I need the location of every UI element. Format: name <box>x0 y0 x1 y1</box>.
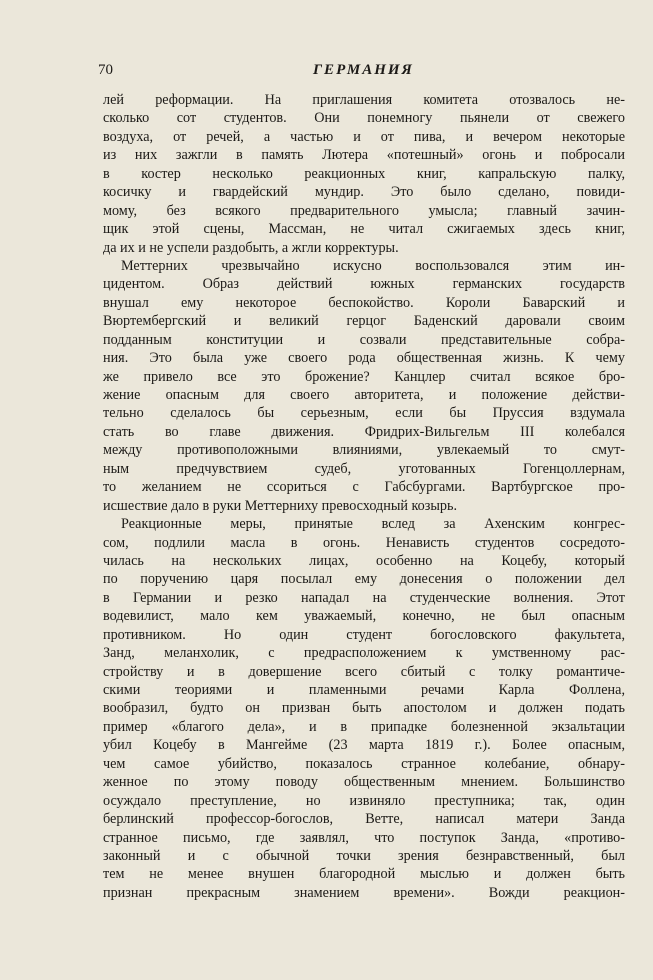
text-line: стройству и в довершение всего сбитый с толку романтиче- <box>103 663 625 680</box>
text-line: признан прекрасным знамением времени». Вожди реакцион- <box>103 884 625 901</box>
paragraph <box>103 91 625 257</box>
paragraph <box>103 515 625 902</box>
text-line: жение опасным для своего авторитета, и положение действи- <box>103 387 625 403</box>
text-line: тем не менее внушен благородной мыслью и должен быть <box>103 866 625 883</box>
text-line: чем самое убийство, показалось странное колебание, обнару- <box>103 755 625 772</box>
text-line: в костер несколько реакционных книг, капральскую палку, <box>103 165 625 182</box>
text-line: да их и не успели раздобыть, а жгли корректуры. <box>103 239 399 256</box>
text-line: чилась на нескольких лицах, особенно на Коцебу, который <box>103 552 625 569</box>
text-line: косичку и гвардейский мундир. Это было сделано, повиди- <box>103 184 625 201</box>
text-line: воздуха, от речей, а частью и от пива, и вечером некоторые <box>103 128 625 145</box>
text-line: же привело все это брожение? Канцлер считал всякое бро- <box>103 368 625 385</box>
text-line: ния. Это была уже своего рода общественная жизнь. К чему <box>103 350 625 367</box>
text-line: стать во главе движения. Фридрих-Вильгельм III колебался <box>103 423 625 440</box>
running-title: ГЕРМАНИЯ <box>313 62 414 78</box>
text-line: лей реформации. На приглашения комитета отозвалось не- <box>103 92 625 108</box>
text-line: внушал ему некоторое беспокойство. Короли Баварский и <box>103 294 625 311</box>
text-line: ным предчувствием судеб, уготованных Гогенцоллернам, <box>103 460 625 477</box>
text-line: водевилист, мало кем уважаемый, конечно, не был опасным <box>103 608 625 625</box>
text-line: женное по этому поводу общественным мнением. Большинство <box>103 774 625 791</box>
text-line: осуждало преступление, но извиняло преступника; так, один <box>103 792 625 809</box>
paragraph <box>103 257 625 515</box>
text-line: Вюртембергский и великий герцог Баденский даровали своим <box>103 313 625 330</box>
text-line: противником. Но один студент богословского факультета, <box>103 626 625 643</box>
page-header <box>98 62 624 84</box>
text-line: подданным конституции и созвали представительные собра- <box>103 331 625 348</box>
text-line: законный и с обычной точки зрения безнравственный, был <box>103 847 625 864</box>
text-line: вообразил, будто он призван быть апостолом и должен подать <box>103 700 625 717</box>
text-line: Занд, меланхолик, с предрасположением к умственному рас- <box>103 645 625 662</box>
text-line: пример «благого дела», и в припадке болезненной экзальтации <box>103 718 625 735</box>
text-line: в Германии и резко нападал на студенческие волнения. Этот <box>103 589 625 606</box>
text-line: берлинский профессор-богослов, Ветте, написал матери Занда <box>103 811 625 828</box>
text-line: скими теориями и пламенными речами Карла Фоллена, <box>103 682 625 698</box>
page-number: 70 <box>98 62 113 78</box>
text-line: тельно сделалось бы серьезным, если бы Пруссия вздумала <box>103 405 625 422</box>
text-line: щик этой сцены, Массман, не читал сжигаемых здесь книг, <box>103 221 625 238</box>
body-text <box>103 91 625 902</box>
text-line: мому, без всякого предварительного умысла; главный зачин- <box>103 202 625 219</box>
text-line: странное письмо, где заявлял, что поступок Занда, «противо- <box>103 829 625 846</box>
text-line: Реакционные меры, принятые вслед за Ахенским конгрес- <box>121 516 625 533</box>
text-line: цидентом. Образ действий южных германских государств <box>103 276 625 293</box>
text-line: из них зажгли в память Лютера «потешный» огонь и побросали <box>103 147 625 164</box>
text-line: между противоположными влияниями, увлекаемый то смут- <box>103 442 625 459</box>
text-line: исшествие дало в руки Меттерниху превосходный козырь. <box>103 497 458 514</box>
text-line: сом, подлили масла в огонь. Ненависть студентов сосредото- <box>103 534 625 551</box>
text-line: убил Коцебу в Мангейме (23 марта 1819 г.). Более опасным, <box>103 737 625 754</box>
text-line: сколько сот студентов. Они понемногу пьянели от свежего <box>103 110 625 127</box>
text-line: то желанием не ссориться с Габсбургами. Вартбургское про- <box>103 479 625 496</box>
text-line: Меттерних чрезвычайно искусно воспользовался этим ин- <box>121 257 625 274</box>
text-line: по поручению царя посылал ему донесения о положении дел <box>103 571 625 588</box>
